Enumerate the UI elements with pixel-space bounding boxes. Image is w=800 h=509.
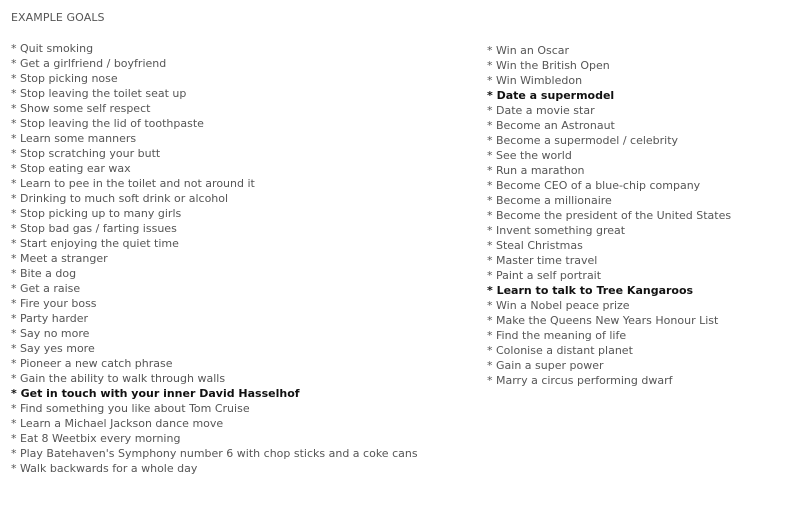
goal-item: * Learn to talk to Tree Kangaroos xyxy=(487,284,694,297)
page-title: EXAMPLE GOALS xyxy=(11,11,105,24)
goal-item: * Show some self respect xyxy=(11,102,151,115)
goal-item: * Invent something great xyxy=(487,224,626,237)
goal-item: * Pioneer a new catch phrase xyxy=(11,357,173,370)
goal-item: * Win an Oscar xyxy=(487,44,570,57)
goal-item: * Win Wimbledon xyxy=(487,74,583,87)
goal-item: * Run a marathon xyxy=(487,164,585,177)
goal-item: * Get in touch with your inner David Hasselhof xyxy=(11,387,300,400)
goal-item: * Gain the ability to walk through walls xyxy=(11,372,226,385)
goal-item: * Find something you like about Tom Cruise xyxy=(11,402,250,415)
goal-item: * Marry a circus performing dwarf xyxy=(487,374,673,387)
goal-item: * Make the Queens New Years Honour List xyxy=(487,314,719,327)
goal-item: * Become an Astronaut xyxy=(487,119,615,132)
goal-item: * Get a girlfriend / boyfriend xyxy=(11,57,167,70)
goal-item: * Learn to pee in the toilet and not around it xyxy=(11,177,255,190)
goal-item: * Become the president of the United States xyxy=(487,209,732,222)
goal-item: * Steal Christmas xyxy=(487,239,583,252)
goal-item: * Become a supermodel / celebrity xyxy=(487,134,679,147)
goal-item: * Fire your boss xyxy=(11,297,97,310)
goal-item: * Start enjoying the quiet time xyxy=(11,237,179,250)
goal-item: * Stop eating ear wax xyxy=(11,162,131,175)
goal-item: * Become a millionaire xyxy=(487,194,612,207)
goal-item: * Stop picking up to many girls xyxy=(11,207,182,220)
goal-item: * Find the meaning of life xyxy=(487,329,627,342)
goal-item: * Play Batehaven's Symphony number 6 with chop sticks and a coke cans xyxy=(11,447,418,460)
goal-item: * Stop bad gas / farting issues xyxy=(11,222,177,235)
goal-item: * Win a Nobel peace prize xyxy=(487,299,630,312)
goal-item: * Quit smoking xyxy=(11,42,94,55)
goal-item: * Gain a super power xyxy=(487,359,604,372)
goals-list-right xyxy=(487,43,787,388)
goal-item: * Eat 8 Weetbix every morning xyxy=(11,432,181,445)
goal-item: * See the world xyxy=(487,149,572,162)
goal-item: * Stop leaving the toilet seat up xyxy=(11,87,187,100)
goal-item: * Stop scratching your butt xyxy=(11,147,161,160)
goal-item: * Bite a dog xyxy=(11,267,77,280)
goal-item: * Stop leaving the lid of toothpaste xyxy=(11,117,204,130)
goal-item: * Date a movie star xyxy=(487,104,595,117)
goal-item: * Party harder xyxy=(11,312,89,325)
goal-item: * Colonise a distant planet xyxy=(487,344,633,357)
goal-item: * Drinking to much soft drink or alcohol xyxy=(11,192,229,205)
goals-list-left xyxy=(11,41,471,476)
goal-item: * Win the British Open xyxy=(487,59,610,72)
goal-item: * Say no more xyxy=(11,327,90,340)
goal-item: * Master time travel xyxy=(487,254,598,267)
goal-item: * Meet a stranger xyxy=(11,252,108,265)
goal-item: * Learn some manners xyxy=(11,132,137,145)
goal-item: * Paint a self portrait xyxy=(487,269,602,282)
goal-item: * Become CEO of a blue-chip company xyxy=(487,179,701,192)
goal-item: * Get a raise xyxy=(11,282,81,295)
goal-item: * Walk backwards for a whole day xyxy=(11,462,198,475)
goal-item: * Date a supermodel xyxy=(487,89,615,102)
goal-item: * Learn a Michael Jackson dance move xyxy=(11,417,224,430)
goal-item: * Stop picking nose xyxy=(11,72,118,85)
goal-item: * Say yes more xyxy=(11,342,95,355)
